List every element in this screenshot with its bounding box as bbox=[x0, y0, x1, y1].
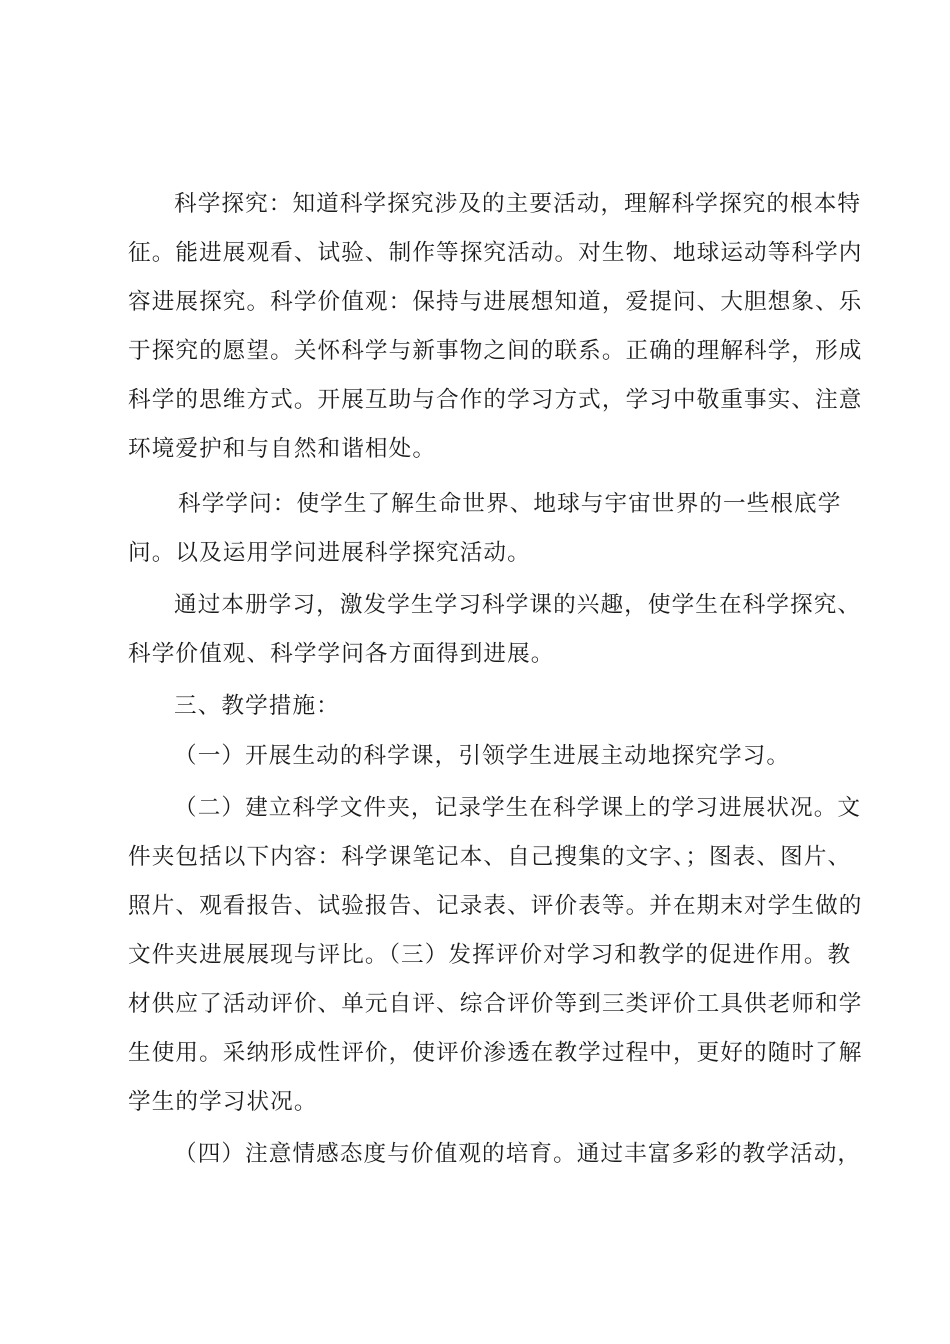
text-line-8: 问。以及运用学问进展科学探究活动。 bbox=[128, 540, 531, 566]
text-line-3: 容进展探究。科学价值观：保持与进展想知道，爱提问、大胆想象、乐 bbox=[128, 289, 863, 315]
text-line-1: 科学探究：知道科学探究涉及的主要活动，理解科学探究的根本特 bbox=[174, 191, 862, 217]
text-line-9: 通过本册学习，激发学生学习科学课的兴趣，使学生在科学探究、 bbox=[174, 592, 862, 618]
text-line-15: 照片、观看报告、试验报告、记录表、评价表等。并在期末对学生做的 bbox=[128, 893, 863, 919]
text-line-16: 文件夹进展展现与评比。（三）发挥评价对学习和教学的促进作用。教 bbox=[128, 942, 852, 968]
text-line-18: 生使用。采纳形成性评价，使评价渗透在教学过程中，更好的随时了解 bbox=[128, 1040, 863, 1066]
text-line-6: 环境爱护和与自然和谐相处。 bbox=[128, 436, 437, 462]
text-line-10: 科学价值观、科学学问各方面得到进展。 bbox=[128, 641, 555, 667]
text-line-12: （一）开展生动的科学课，引领学生进展主动地探究学习。 bbox=[174, 743, 791, 769]
text-line-14: 件夹包括以下内容：科学课笔记本、自己搜集的文字、；图表、图片、 bbox=[128, 844, 852, 870]
text-line-2: 征。能进展观看、试验、制作等探究活动。对生物、地球运动等科学内 bbox=[128, 240, 863, 266]
text-line-20: （四）注意情感态度与价值观的培育。通过丰富多彩的教学活动， bbox=[174, 1141, 862, 1167]
text-line-17: 材供应了活动评价、单元自评、综合评价等到三类评价工具供老师和学 bbox=[128, 991, 863, 1017]
section-heading: 三、教学措施： bbox=[174, 693, 340, 719]
text-line-5: 科学的思维方式。开展互助与合作的学习方式，学习中敬重事实、注意 bbox=[128, 387, 863, 413]
text-line-13: （二）建立科学文件夹，记录学生在科学课上的学习进展状况。文 bbox=[174, 795, 862, 821]
text-line-7: 科学学问：使学生了解生命世界、地球与宇宙世界的一些根底学 bbox=[178, 491, 842, 517]
text-line-19: 学生的学习状况。 bbox=[128, 1089, 318, 1115]
text-line-4: 于探究的愿望。关怀科学与新事物之间的联系。正确的理解科学，形成 bbox=[128, 338, 863, 364]
